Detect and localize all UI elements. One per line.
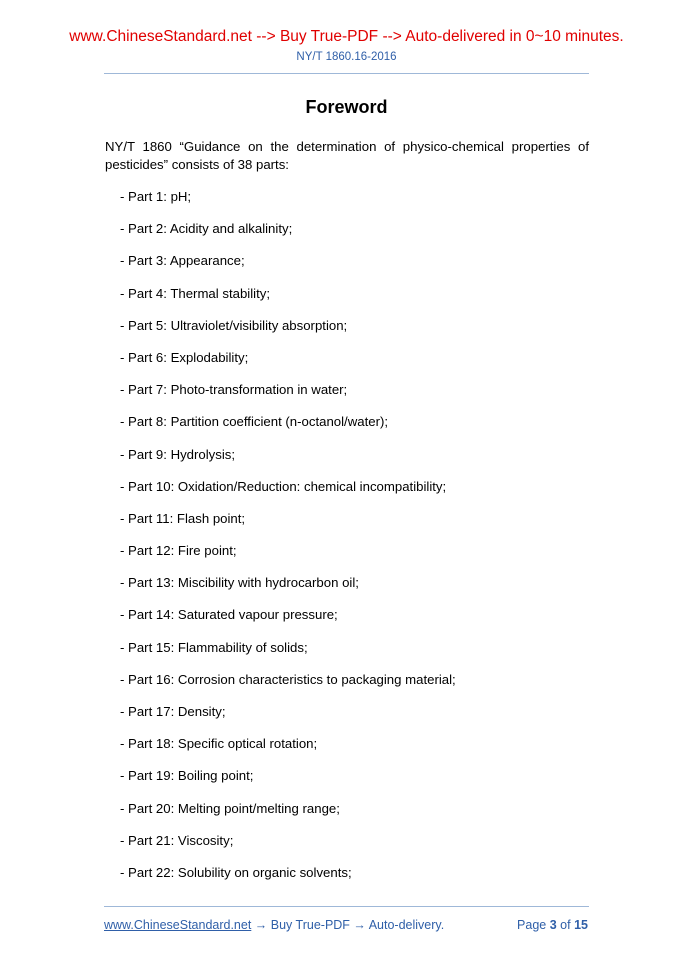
page-total: 15 (574, 918, 588, 932)
intro-paragraph: NY/T 1860 “Guidance on the determination of physico-chemical properties of pesticides” consists of 38 parts: (105, 139, 589, 172)
promo-banner: www.ChineseStandard.net --> Buy True-PDF --> Auto-delivered in 0~10 minutes. (69, 28, 624, 45)
footer-divider (104, 906, 589, 907)
parts-list (120, 188, 590, 896)
list-item: - Part 3: Appearance; (120, 253, 245, 269)
list-item: - Part 17: Density; (120, 704, 226, 719)
list-item: - Part 21: Viscosity; (120, 832, 234, 848)
list-item: - Part 19: Boiling point; (120, 768, 254, 784)
list-item: - Part 13: Miscibility with hydrocarbon oil; (120, 575, 359, 591)
list-item: - Part 5: Ultraviolet/visibility absorption; (120, 317, 348, 333)
page-label: Page (517, 918, 547, 932)
page-title: Foreword (305, 97, 388, 117)
list-item: - Part 16: Corrosion characteristics to packaging material; (120, 671, 456, 687)
list-item: - Part 14: Saturated vapour pressure; (120, 607, 338, 623)
list-item: - Part 12: Fire point; (120, 543, 237, 559)
list-item: - Part 7: Photo-transformation in water; (120, 382, 348, 398)
list-item: - Part 6: Explodability; (120, 349, 249, 365)
list-item: - Part 20: Melting point/melting range; (120, 800, 340, 816)
header-divider (104, 73, 589, 74)
list-item: - Part 9: Hydrolysis; (120, 446, 236, 462)
page-number (517, 917, 588, 933)
site-link[interactable]: www.ChineseStandard.net (104, 918, 252, 932)
standard-code-header: NY/T 1860.16-2016 (296, 51, 397, 63)
list-item: - Part 4: Thermal stability; (120, 285, 270, 301)
list-item: - Part 8: Partition coefficient (n-octanol/water); (120, 414, 389, 430)
footer-promo (104, 917, 444, 933)
list-item: - Part 11: Flash point; (120, 510, 246, 526)
list-item: - Part 2: Acidity and alkalinity; (120, 221, 293, 237)
list-item: - Part 18: Specific optical rotation; (120, 736, 318, 752)
list-item: - Part 22: Solubility on organic solvents; (120, 864, 352, 880)
footer-tagline: → Buy True-PDF → Auto-delivery. (251, 918, 445, 932)
page-current: 3 (549, 918, 557, 932)
page-of: of (560, 918, 571, 932)
list-item: - Part 1: pH; (120, 189, 192, 204)
list-item: - Part 15: Flammability of solids; (120, 639, 308, 655)
list-item: - Part 10: Oxidation/Reduction: chemical incompatibility; (120, 478, 447, 494)
